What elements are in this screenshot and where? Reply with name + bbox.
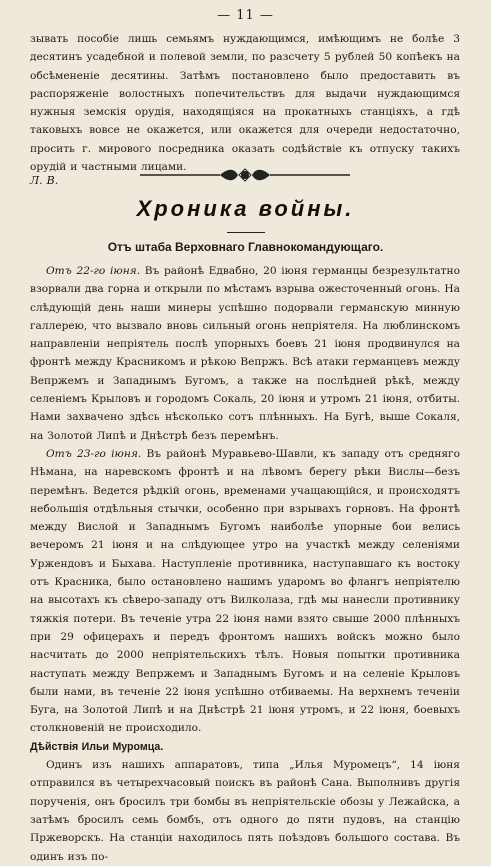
- ornament-divider: [140, 166, 350, 184]
- page-number: — 11 —: [217, 8, 274, 23]
- title-rule: [227, 232, 265, 233]
- murom-text: Одинъ изъ нашихъ аппаратовъ, типа „Илья Муромецъ“, 14 іюня отправился въ четырехчасовый поискъ въ районѣ Сана. Выполнивъ другія порученія, онъ бросилъ три бомбы въ непріятельскіе обозы у Лежайска, а затѣмъ бросилъ семь бомбъ, отъ одного до пяти пудовъ, на станцію Пржеворскъ. На станціи находилось пять поѣздовъ большого состава. Въ одинъ изъ по-: [30, 759, 460, 863]
- intro-paragraph: [30, 30, 460, 186]
- report-paragraph-1: [30, 262, 460, 445]
- intro-text: зывать пособіе лишь семьямъ нуждающимся, имѣющимъ не болѣе 3 десятинъ усадебной и полевой земли, по разсчету 5 рублей 50 копѣекъ на обсѣмененіе десятины. Затѣмъ постановлено было предоставить въ распоряженіе волостныхъ попечительствъ для выдачи нуждающимся нужныя земскія орудія, находящіяся на прокатныхъ станціяхъ, а гдѣ таковыхъ вовсе не окажется, или окажется для очереди недостаточно, просить г. мирового посредника оказать содѣйствіе къ отпуску такихъ орудій и частными лицами.: [30, 33, 460, 174]
- report-date-2: Отъ 23-го іюня.: [46, 447, 142, 460]
- report-date-1: Отъ 22-го іюня.: [46, 265, 141, 277]
- murom-heading: Дѣйствія Ильи Муромца.: [30, 740, 164, 753]
- report-text-2: Въ районѣ Муравьево-Шавли, къ западу отъ средняго Нѣмана, на наревскомъ фронтѣ и на лѣвомъ берегу рѣки Вислы—безъ перемѣнъ. Ведется рѣдкій огонь, временами учащающійся, и происходятъ небольшія отдѣльныя стычки, особенно при взрывахъ горновъ. На фронтѣ между Вислой и Западнымъ Бугомъ наиболѣе упорные бои велись вечеромъ 21 іюня и на слѣдующее утро на участкѣ между селеніями Уржендовъ и Быхава. Наступленіе противника, наступавшаго къ востоку отъ Красника, было остановлено нашимъ ударомъ во флангъ непріятелю на высотахъ къ сѣверо-западу отъ Вилколаза, гдѣ мы нанесли противнику тяжкія потери. Въ теченіе утра 22 іюня нами взято свыше 2000 плѣнныхъ при 29 офицерахъ и передъ фронтомъ нашихъ войскъ можно было насчитать до 2000 непріятельскихъ тѣлъ. Новыя попытки противника наступать между Вепржемъ и Западнымъ Бугомъ и на селеніе Крыловъ были нами, въ теченіе 22 іюня успѣшно отбиваемы. На верхнемъ теченіи Буга, на Золотой Липѣ и на Днѣстрѣ 21 іюня утромъ, и 22 іюня, боевыхъ столкновеній не происходило.: [30, 447, 460, 735]
- report-body: [30, 262, 460, 866]
- section-subtitle: Отъ штаба Верховнаго Главнокомандующаго.: [107, 240, 384, 254]
- report-text-1: Въ районѣ Едвабно, 20 іюня германцы безрезультатно взорвали два горна и открыли по мѣстамъ взрыва ожесточенный огонь. На слѣдующій день наши минеры успѣшно подорвали германскую минную галлерею, что вызвало вновь сильный огонь непріятеля. На люблинскомъ направленіи непріятель послѣ упорныхъ боевъ 21 іюня продвинулся на фронтѣ между Красникомъ и рѣкою Вепржъ. Всѣ атаки германцевъ между Вепржемъ и Западнымъ Бугомъ, а также на послѣдней рѣкѣ, между селеніемъ Крыловъ и городомъ Сокаль, 20 іюня и утромъ 21 іюня, отбиты. Нами захвачено здѣсь нѣсколько сотъ плѣнныхъ. На Бугѣ, выше Сокаля, на Золотой Липѣ и Днѣстрѣ безъ перемѣнъ.: [30, 265, 460, 442]
- section-title: Хроника войны.: [136, 196, 355, 221]
- report-paragraph-2: [30, 445, 460, 738]
- signature: Л. В.: [30, 174, 59, 188]
